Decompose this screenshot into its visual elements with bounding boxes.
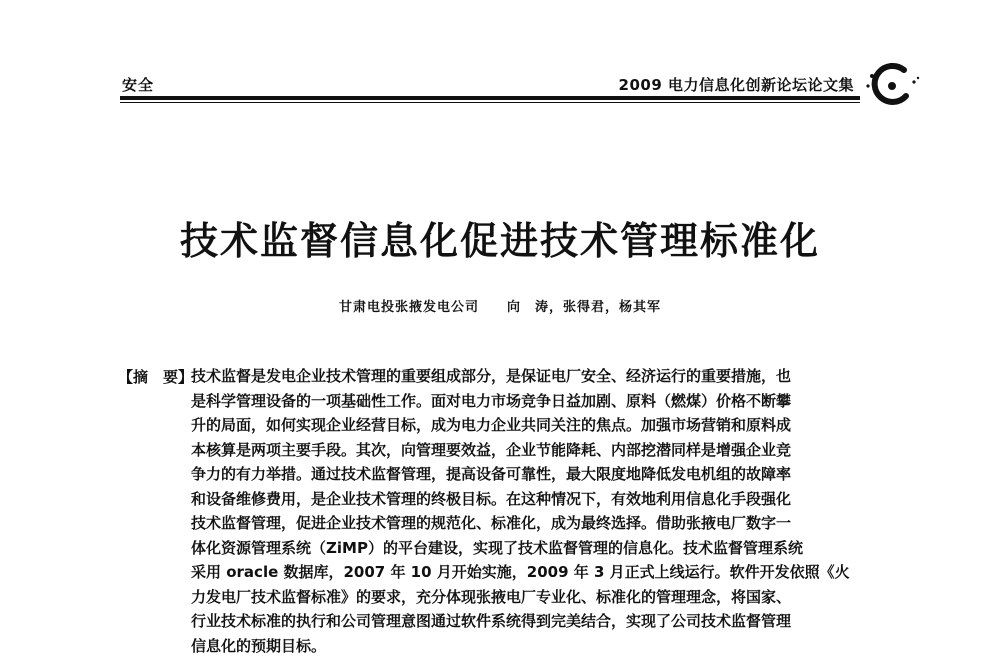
abstract-line: 体化资源管理系统（ZiMP）的平台建设，实现了技术监督管理的信息化。技术监督管理系统	[191, 538, 803, 557]
author-line	[0, 296, 1000, 315]
abstract-line: 本核算是两项主要手段。其次，向管理要效益，企业节能降耗、内部挖潜同样是增强企业竞	[191, 440, 792, 459]
abstract-line: 行业技术标准的执行和公司管理意图通过软件系统得到完美结合，实现了公司技术监督管理	[191, 612, 792, 630]
forum-logo-icon	[860, 56, 924, 112]
affiliation: 甘肃电投张掖发电公司	[338, 300, 479, 315]
abstract-line: 争力的有力举措。通过技术监督管理，提高设备可靠性，最大限度地降低发电机组的故障率	[191, 465, 792, 483]
abstract-line: 采用 oracle 数据库，2007 年 10 月开始实施，2009 年 3 月正式上线运行。软件开发依照《火	[191, 563, 850, 581]
abstract-line: 技术监督管理，促进企业技术管理的规范化、标准化，成为最终选择。借助张掖电厂数字一	[191, 514, 792, 532]
header-rule-thin	[120, 102, 860, 103]
abstract-line: 力发电厂技术监督标准》的要求，充分体现张掖电厂专业化、标准化的管理理念，将国家、	[191, 587, 792, 606]
header-rule	[120, 96, 860, 100]
paper-title: 技术监督信息化促进技术管理标准化	[179, 219, 820, 263]
abstract-body	[191, 366, 871, 660]
running-header-section: 安全	[122, 76, 155, 94]
abstract-label: 【摘 要】	[118, 368, 194, 386]
abstract-line: 是科学管理设备的一项基础性工作。面对电力市场竞争日益加剧、原料（燃煤）价格不断攀	[191, 391, 792, 410]
abstract-line: 升的局面，如何实现企业经营目标，成为电力企业共同关注的焦点。加强市场营销和原料成	[191, 416, 792, 434]
abstract-line: 信息化的预期目标。	[191, 636, 327, 655]
running-header-journal: 2009 电力信息化创新论坛论文集	[618, 76, 854, 94]
author-names: 向 涛，张得君，杨其军	[507, 300, 662, 315]
abstract-line: 和设备维修费用，是企业技术管理的终极目标。在这种情况下，有效地利用信息化手段强化	[191, 489, 792, 508]
abstract-line: 技术监督是发电企业技术管理的重要组成部分，是保证电厂安全、经济运行的重要措施，也	[191, 367, 792, 385]
